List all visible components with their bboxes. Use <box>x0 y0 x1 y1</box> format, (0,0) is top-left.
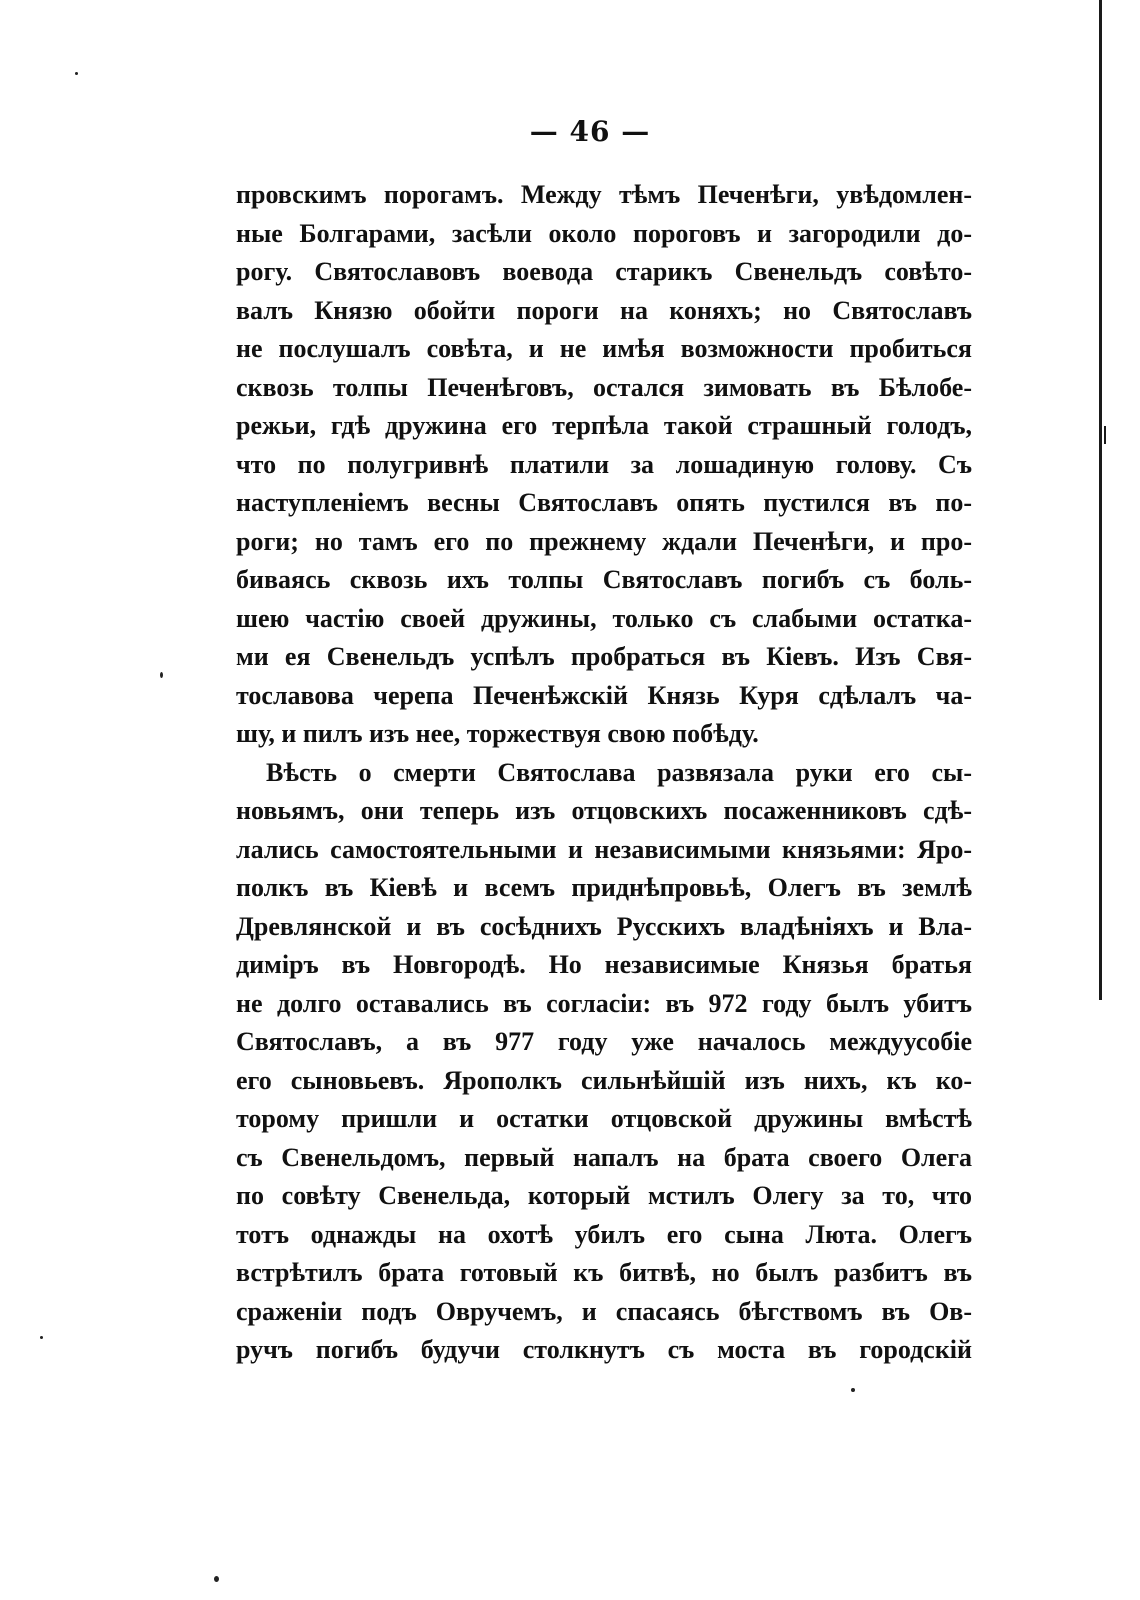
ink-speck <box>75 72 78 75</box>
ink-speck <box>160 672 163 678</box>
text-line: тотъ однажды на охотѣ убилъ его сына Люта. Олегъ <box>236 1219 972 1249</box>
text-line: биваясь сквозь ихъ толпы Святославъ погибъ съ боль- <box>236 565 972 594</box>
text-line: валъ Князю обойти пороги на коняхъ; но Святославъ <box>236 295 972 325</box>
text-line: что по полугривнѣ платили за лошадиную голову. Съ <box>236 449 972 479</box>
text-line: ми ея Свенельдъ успѣлъ пробраться въ Кіевъ. Изъ Свя- <box>236 642 972 671</box>
text-line: его сыновьевъ. Ярополкъ сильнѣйшій изъ нихъ, къ ко- <box>236 1065 972 1095</box>
text-line: сраженіи подъ Овручемъ, и спасаясь бѣгствомъ въ Ов- <box>236 1296 972 1326</box>
ink-speck <box>214 1576 219 1582</box>
text-line: ные Болгарами, засѣли около пороговъ и загородили до- <box>236 218 972 248</box>
text-line: полкъ въ Кіевѣ и всемъ приднѣпровьѣ, Олегъ въ землѣ <box>236 873 972 902</box>
text-line: шею частію своей дружины, только съ слабыми остатка- <box>236 603 972 633</box>
text-line: сквозь толпы Печенѣговъ, остался зимовать въ Бѣлобе- <box>236 372 972 402</box>
text-line: не долго оставались въ согласіи: въ 972 году былъ убитъ <box>236 988 972 1018</box>
text-line: наступленіемъ весны Святославъ опять пустился въ по- <box>236 488 972 517</box>
text-line: рогу. Святославовъ воевода старикъ Свенельдъ совѣто- <box>236 257 972 286</box>
text-line: по совѣту Свенельда, который мстилъ Олегу за то, что <box>236 1181 972 1210</box>
text-line: встрѣтилъ брата готовый къ битвѣ, но былъ разбитъ въ <box>236 1258 972 1287</box>
text-line: диміръ въ Новгородѣ. Но независимые Князья братья <box>236 950 972 979</box>
text-line: тославова черепа Печенѣжскій Князь Куря сдѣлалъ ча- <box>236 680 972 710</box>
paragraph-first-line: Вѣсть о смерти Святослава развязала руки его сы- <box>266 757 972 787</box>
text-line: провскимъ порогамъ. Между тѣмъ Печенѣги, увѣдомлен- <box>236 180 972 209</box>
text-line: роги; но тамъ его по прежнему ждали Печенѣги, и про- <box>236 526 972 556</box>
page-edge-tick <box>1104 426 1106 444</box>
page-edge-rule <box>1099 0 1102 1000</box>
page-number: — 46 — <box>529 115 651 148</box>
text-line: не послушалъ совѣта, и не имѣя возможности пробиться <box>236 334 972 363</box>
text-line: ручъ погибъ будучи столкнутъ съ моста въ городскій <box>236 1335 972 1364</box>
text-line: лались самостоятельными и независимыми князьями: Яро- <box>236 834 972 864</box>
body-text <box>236 176 972 1370</box>
text-line: режьи, гдѣ дружина его терпѣла такой страшный голодъ, <box>236 411 972 440</box>
text-line: новьямъ, они теперь изъ отцовскихъ посаженниковъ сдѣ- <box>236 796 972 825</box>
text-line: торому пришли и остатки отцовской дружины вмѣстѣ <box>236 1104 972 1133</box>
ink-speck <box>851 1388 855 1392</box>
text-line: съ Свенельдомъ, первый напалъ на брата своего Олега <box>236 1142 972 1172</box>
text-line: шу, и пилъ изъ нее, торжествуя свою побѣду. <box>236 719 759 748</box>
ink-speck <box>40 1336 43 1339</box>
text-line: Древлянской и въ сосѣднихъ Русскихъ владѣніяхъ и Вла- <box>236 911 972 941</box>
text-line: Святославъ, а въ 977 году уже началось междуусобіе <box>236 1027 972 1056</box>
